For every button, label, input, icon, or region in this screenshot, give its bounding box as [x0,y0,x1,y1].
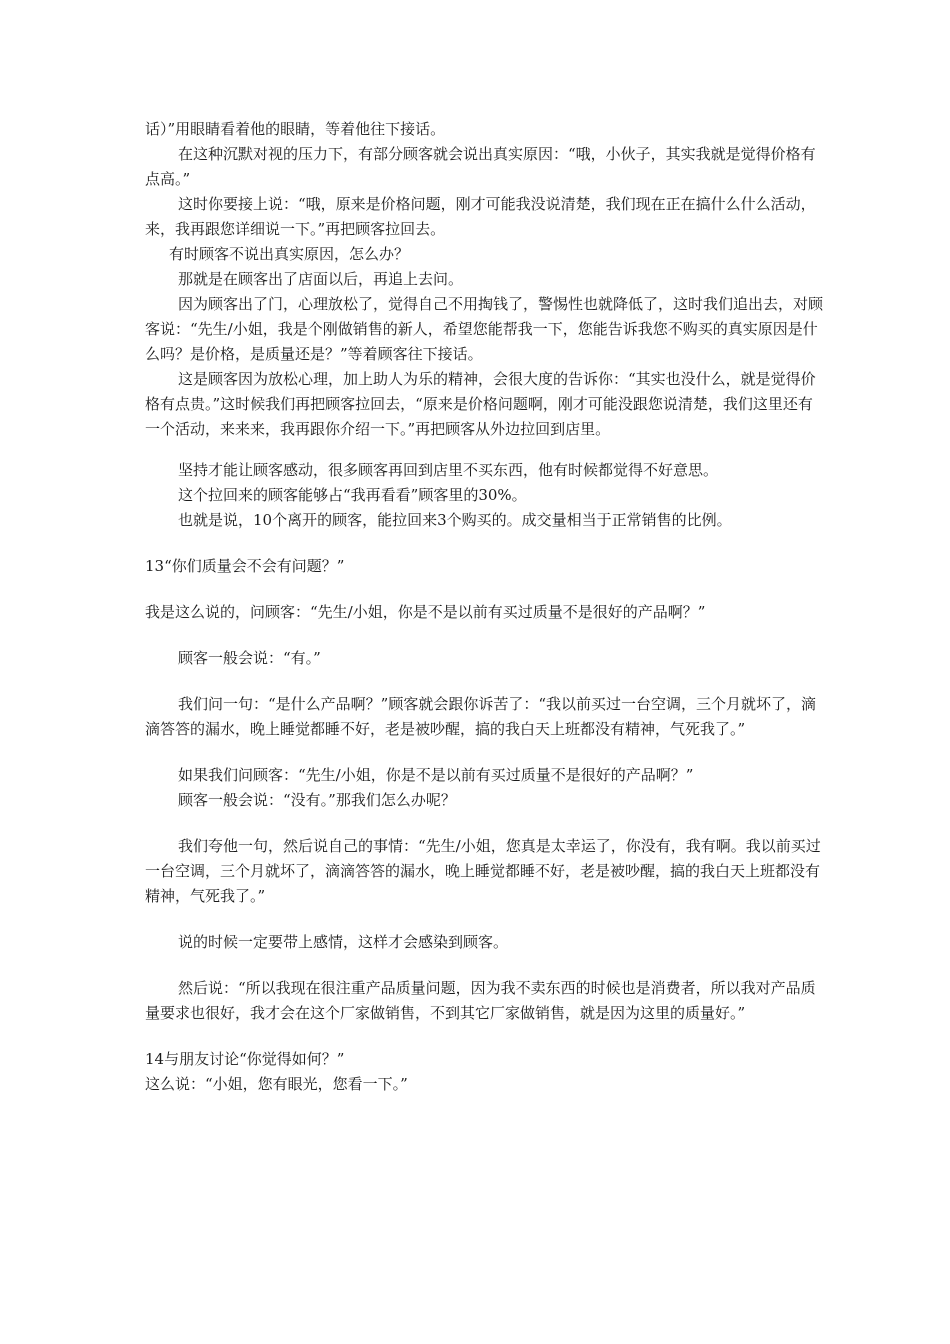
paragraph: 这么说：“小姐，您有眼光，您看一下。” [145,1075,408,1093]
paragraph: 说的时候一定要带上感情，这样才会感染到顾客。 [178,933,509,951]
paragraph: 如果我们问顾客：“先生/小姐，你是不是以前有买过质量不是很好的产品啊？” [178,766,694,784]
paragraph: 顾客一般会说：“有。” [178,649,321,667]
paragraph: 然后说：“所以我现在很注重产品质量问题，因为我不卖东西的时候也是消费者，所以我对产品质量要求也很好，我才会在这个厂家做销售，不到其它厂家做销售，就是因为这里的质量好。” [145,979,816,1022]
paragraph: 顾客一般会说：“没有。”那我们怎么办呢？ [178,791,456,809]
paragraph: 因为顾客出了门，心理放松了，觉得自己不用掏钱了，警惕性也就降低了，这时我们追出去，对顾客说：“先生/小姐，我是个刚做销售的新人，希望您能帮我一下，您能告诉我您不购买的真实原因是什么吗？是价格，是质量还是？”等着顾客往下接话。 [145,295,824,363]
paragraph: 这是顾客因为放松心理，加上助人为乐的精神，会很大度的告诉你：“其实也没什么，就是觉得价格有点贵。”这时候我们再把顾客拉回去，“原来是价格问题啊，刚才可能没跟您说清楚，我们这里还有一个活动，来来来，我再跟你介绍一下。”再把顾客从外边拉回到店里。 [145,370,816,438]
spacer [145,1026,825,1047]
spacer [145,533,825,554]
spacer [145,742,825,763]
spacer [145,813,825,834]
spacer [145,579,825,600]
spacer [145,909,825,930]
paragraph: 那就是在顾客出了店面以后，再追上去问。 [178,270,464,288]
spacer [145,671,825,692]
paragraph: 在这种沉默对视的压力下，有部分顾客就会说出真实原因：“哦，小伙子，其实我就是觉得价格有点高。” [145,145,816,188]
paragraph: 我是这么说的，问顾客：“先生/小姐，你是不是以前有买过质量不是很好的产品啊？” [145,603,706,621]
spacer [145,625,825,646]
paragraph: 这个拉回来的顾客能够占“我再看看”顾客里的30%。 [178,486,527,504]
paragraph: 坚持才能让顾客感动，很多顾客再回到店里不买东西，他有时候都觉得不好意思。 [178,461,719,479]
section-heading-14: 14与朋友讨论“你觉得如何？” [145,1050,345,1068]
document-page [145,117,825,1097]
paragraph: 这时你要接上说：“哦，原来是价格问题，刚才可能我没说清楚，我们现在正在搞什么什么活动，来，我再跟您详细说一下。”再把顾客拉回去。 [145,195,816,238]
paragraph: 我们问一句：“是什么产品啊？”顾客就会跟你诉苦了：“我以前买过一台空调，三个月就坏了，滴滴答答的漏水，晚上睡觉都睡不好，老是被吵醒，搞的我白天上班都没有精神，气死我了。” [145,695,817,738]
spacer [145,955,825,976]
paragraph: 也就是说，10个离开的顾客，能拉回来3个购买的。成交量相当于正常销售的比例。 [178,511,732,529]
paragraph: 有时顾客不说出真实原因，怎么办？ [169,245,410,263]
paragraph: 我们夸他一句，然后说自己的事情：“先生/小姐，您真是太幸运了，你没有，我有啊。我以前买过一台空调，三个月就坏了，滴滴答答的漏水，晚上睡觉都睡不好，老是被吵醒，搞的我白天上班都没有精神，气死我了。” [145,837,821,905]
section-heading-13: 13“你们质量会不会有问题？” [145,557,345,575]
paragraph: 话）”用眼睛看着他的眼睛，等着他往下接话。 [145,120,446,138]
spacer [145,442,825,458]
